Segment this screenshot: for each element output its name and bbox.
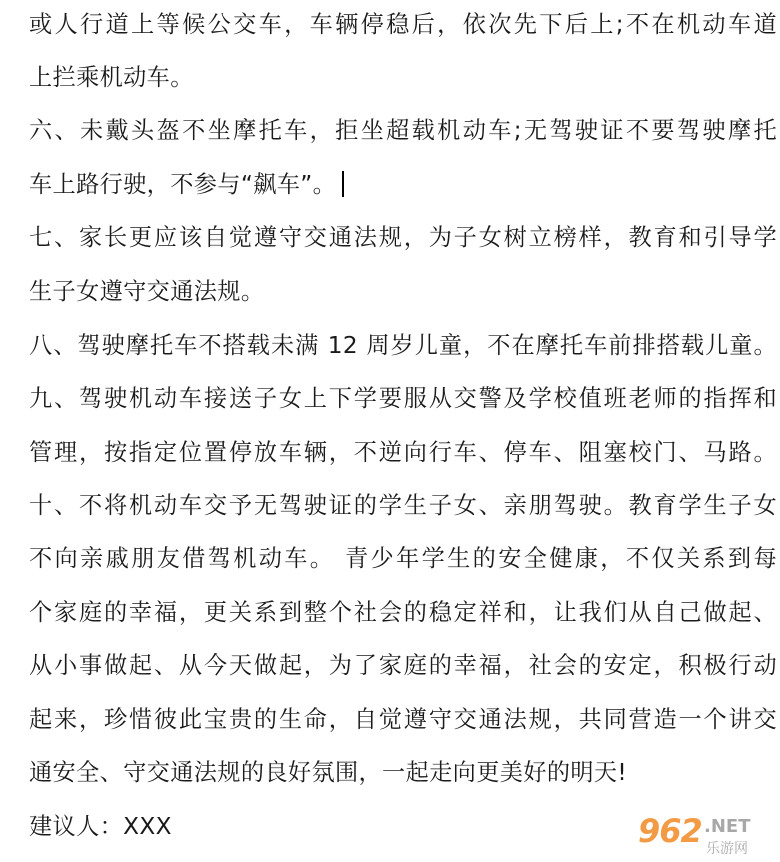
text-line: 九、驾驶机动车接送子女上下学要服从交警及学校值班老师的指挥和 — [29, 385, 777, 412]
watermark-site: 乐游网 — [706, 841, 748, 857]
text-line: 上拦乘机动车。 — [29, 64, 194, 91]
text-line: 生子女遵守交通法规。 — [29, 278, 265, 305]
text-line: 七、家长更应该自觉遵守交通法规，为子女树立榜样，教育和引导学 — [29, 224, 777, 251]
text-line: 通安全、守交通法规的良好氛围，一起走向更美好的明天! — [29, 759, 628, 786]
text-line: 起来，珍惜彼此宝贵的生命，自觉遵守交通法规，共同营造一个讲交 — [29, 706, 777, 733]
signature-line: 建议人：XXX — [29, 813, 172, 840]
text-line: 六、未戴头盔不坐摩托车，拒坐超载机动车;无驾驶证不要驾驶摩托 — [29, 117, 777, 144]
text-line-with-caret — [29, 170, 777, 200]
site-watermark — [634, 810, 774, 858]
text-line: 不向亲戚朋友借驾机动车。 青少年学生的安全健康，不仅关系到每 — [29, 545, 777, 572]
watermark-number: 962 — [638, 812, 702, 850]
text-line: 个家庭的幸福，更关系到整个社会的稳定祥和，让我们从自己做起、 — [29, 599, 777, 626]
watermark-suffix: .NET — [704, 816, 751, 837]
text-line: 或人行道上等候公交车，车辆停稳后，依次先下后上;不在机动车道 — [29, 11, 777, 38]
text-cursor — [342, 171, 344, 197]
text-line: 车上路行驶，不参与“飙车”。 — [29, 171, 337, 198]
text-line: 管理，按指定位置停放车辆，不逆向行车、停车、阻塞校门、马路。 — [29, 439, 777, 466]
text-line: 十、不将机动车交予无驾驶证的学生子女、亲朋驾驶。教育学生子女 — [29, 492, 777, 519]
text-line: 从小事做起、从今天做起，为了家庭的幸福，社会的安定，积极行动 — [29, 652, 777, 679]
text-line: 八、驾驶摩托车不搭载未满 12 周岁儿童，不在摩托车前排搭载儿童。 — [29, 332, 777, 359]
